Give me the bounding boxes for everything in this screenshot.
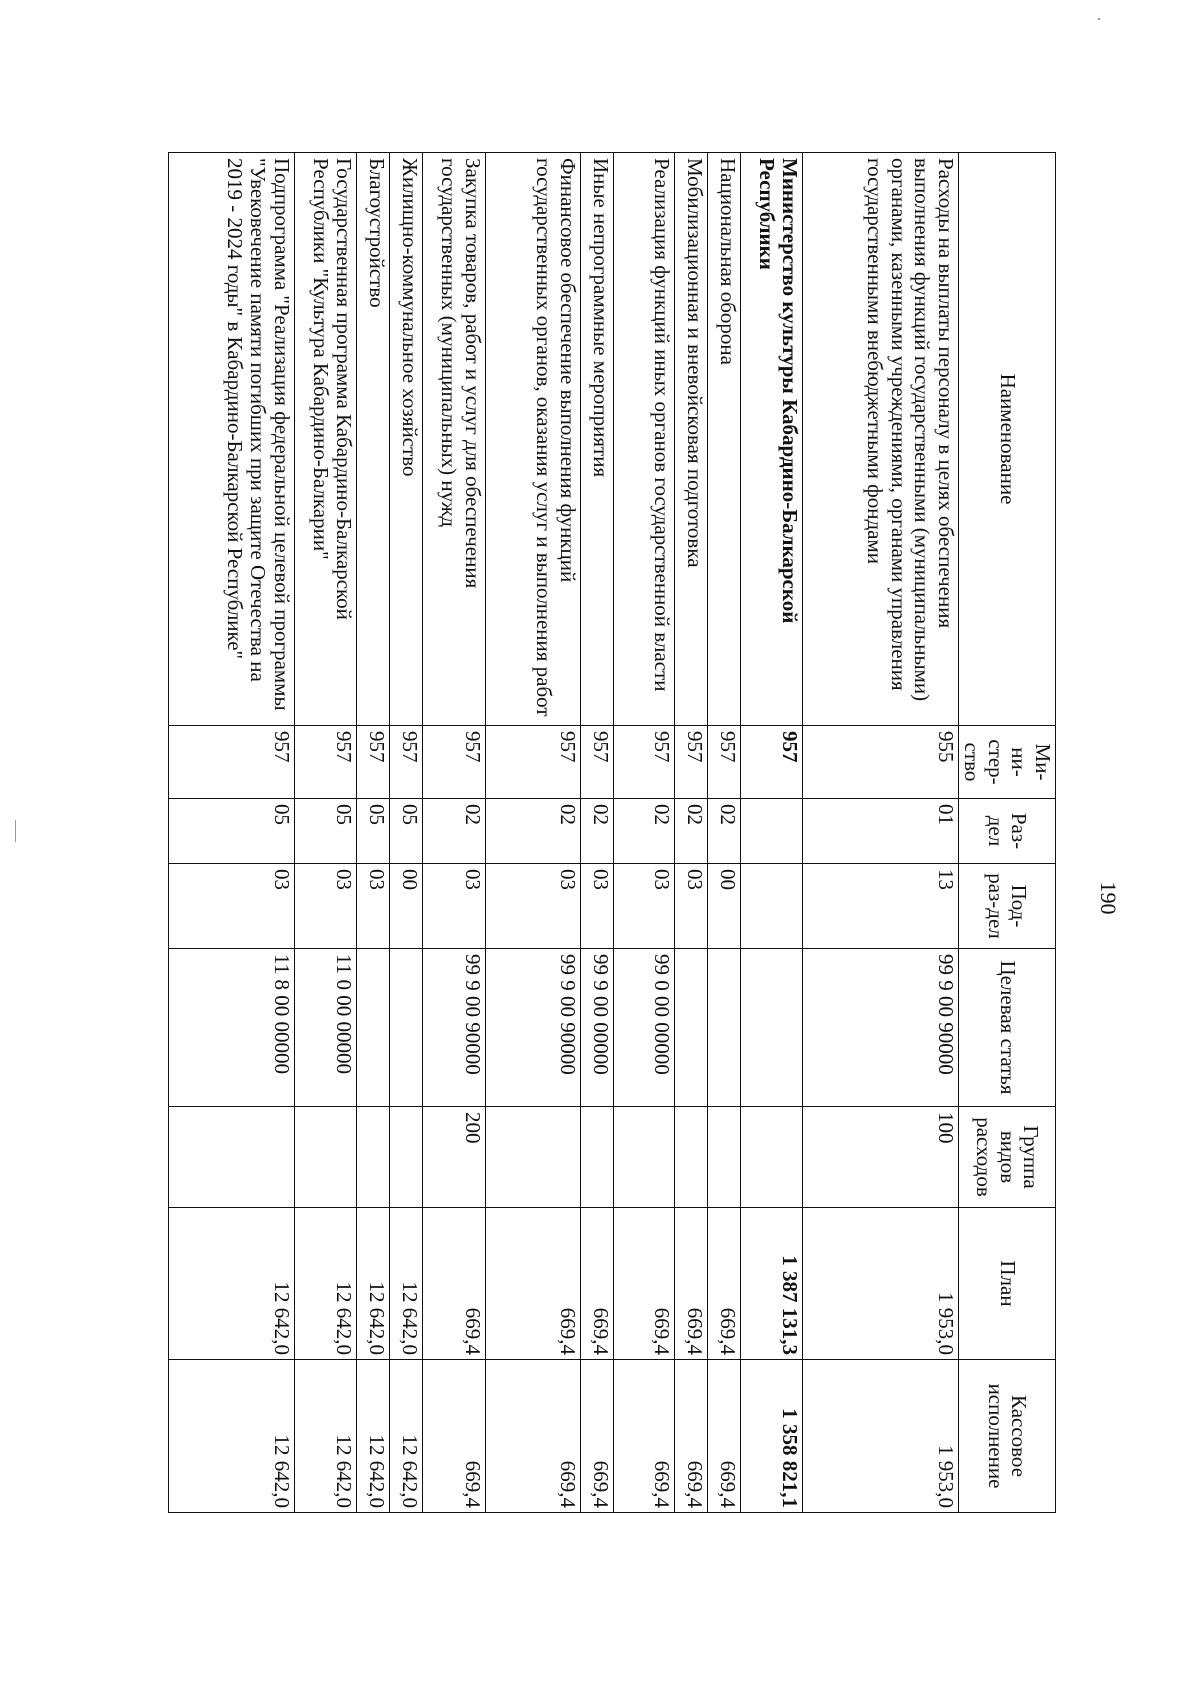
row-name: Расходы на выплаты персоналу в целях обеспечения выполнения функций государственными (муниципальными) органами, казенными учреждениями, органами управления государственными внебюджетными фондами [803,153,959,726]
row-subsection: 13 [803,864,959,949]
row-plan: 12 642,0 [357,1208,390,1360]
table-header-row [958,153,1055,1513]
row-group: 200 [423,1107,485,1208]
row-section: 02 [707,799,740,864]
row-plan: 669,4 [580,1208,613,1360]
table-row [169,153,295,1513]
row-name: Мобилизационная и вневойсковая подготовка [674,153,707,726]
row-target: 11 8 00 00000 [169,949,295,1107]
row-executed: 12 642,0 [390,1360,423,1513]
row-plan: 669,4 [707,1208,740,1360]
table-row [740,153,802,1513]
row-ministry: 957 [674,726,707,799]
row-name: Закупка товаров, работ и услуг для обеспечения государственных (муниципальных) нужд [423,153,485,726]
row-target: 99 9 00 90000 [485,949,580,1107]
row-target: 99 9 00 90000 [423,949,485,1107]
col-header-target: Целевая статья [958,949,1055,1107]
row-name: Реализация функций иных органов государственной власти [613,153,674,726]
table-row [390,153,423,1513]
row-section: 05 [295,799,357,864]
row-ministry: 957 [613,726,674,799]
row-executed: 12 642,0 [295,1360,357,1513]
col-header-executed: Кассовое исполнение [958,1360,1055,1513]
row-subsection: 03 [674,864,707,949]
table-row [357,153,390,1513]
row-plan: 669,4 [613,1208,674,1360]
row-section: 05 [390,799,423,864]
row-name: Государственная программа Кабардино-Балкарской Республики "Культура Кабардино-Балкарии" [295,153,357,726]
row-target: 99 9 00 00000 [580,949,613,1107]
row-target [674,949,707,1107]
row-executed: 669,4 [485,1360,580,1513]
row-plan: 1 387 131,3 [740,1208,802,1360]
row-name: Подпрограмма "Реализация федеральной целевой программы "Увековечение памяти погибших при защите Отечества на 2019 - 2024 годы" в Кабардино-Балкарской Республике" [169,153,295,726]
row-ministry: 957 [295,726,357,799]
table-row [295,153,357,1513]
row-executed: 1 358 821,1 [740,1360,802,1513]
row-name: Иные непрограммные мероприятия [580,153,613,726]
table-body [169,153,959,1513]
col-header-ministry: Ми-ни-стер-ство [958,726,1055,799]
rotated-page [168,152,1056,1512]
row-name: Министерство культуры Кабардино-Балкарской Республики [740,153,802,726]
col-header-section: Раз-дел [958,799,1055,864]
row-executed: 12 642,0 [357,1360,390,1513]
row-executed: 669,4 [707,1360,740,1513]
table-row [707,153,740,1513]
col-header-subsection: Под-раз-дел [958,864,1055,949]
row-section: 02 [580,799,613,864]
row-target: 99 9 00 90000 [803,949,959,1107]
row-subsection: 03 [295,864,357,949]
scan-mark-left [15,820,16,842]
row-group [580,1107,613,1208]
row-ministry: 957 [580,726,613,799]
row-section: 01 [803,799,959,864]
row-section: 05 [169,799,295,864]
row-section: 02 [485,799,580,864]
page-number: 190 [1096,881,1121,915]
row-ministry: 957 [423,726,485,799]
row-plan: 12 642,0 [169,1208,295,1360]
row-executed: 669,4 [580,1360,613,1513]
row-plan: 669,4 [674,1208,707,1360]
expenditure-table [168,152,1056,1513]
row-group [390,1107,423,1208]
row-ministry: 957 [740,726,802,799]
row-plan: 12 642,0 [390,1208,423,1360]
row-section: 02 [613,799,674,864]
col-header-group: Группа видов расходов [958,1107,1055,1208]
row-group [485,1107,580,1208]
col-header-plan: План [958,1208,1055,1360]
row-group [674,1107,707,1208]
row-subsection: 00 [390,864,423,949]
row-ministry: 957 [169,726,295,799]
row-name: Жилищно-коммунальное хозяйство [390,153,423,726]
row-ministry: 957 [485,726,580,799]
row-name: Финансовое обеспечение выполнения функций государственных органов, оказания услуг и выполнения работ [485,153,580,726]
scan-mark-top [1098,18,1100,20]
row-subsection: 03 [485,864,580,949]
col-header-name: Наименование [958,153,1055,726]
row-executed: 669,4 [674,1360,707,1513]
row-ministry: 957 [707,726,740,799]
row-target: 99 0 00 00000 [613,949,674,1107]
row-group [357,1107,390,1208]
row-executed: 669,4 [613,1360,674,1513]
row-subsection: 03 [423,864,485,949]
row-executed: 669,4 [423,1360,485,1513]
row-group: 100 [803,1107,959,1208]
row-executed: 12 642,0 [169,1360,295,1513]
row-group [295,1107,357,1208]
row-subsection: 03 [613,864,674,949]
row-target [357,949,390,1107]
row-subsection: 03 [357,864,390,949]
row-group [740,1107,802,1208]
row-group [169,1107,295,1208]
row-name: Благоустройство [357,153,390,726]
row-section [740,799,802,864]
row-target [390,949,423,1107]
row-target: 11 0 00 00000 [295,949,357,1107]
row-name: Национальная оборона [707,153,740,726]
table-row [674,153,707,1513]
row-plan: 669,4 [485,1208,580,1360]
row-ministry: 957 [390,726,423,799]
row-group [613,1107,674,1208]
table-row [423,153,485,1513]
table-row [613,153,674,1513]
table-row [803,153,959,1513]
row-group [707,1107,740,1208]
row-target [707,949,740,1107]
row-executed: 1 953,0 [803,1360,959,1513]
row-section: 05 [357,799,390,864]
row-ministry: 957 [357,726,390,799]
row-subsection [740,864,802,949]
row-plan: 12 642,0 [295,1208,357,1360]
table-row [485,153,580,1513]
row-subsection: 00 [707,864,740,949]
table-row [580,153,613,1513]
row-subsection: 03 [580,864,613,949]
row-ministry: 955 [803,726,959,799]
row-plan: 1 953,0 [803,1208,959,1360]
row-section: 02 [674,799,707,864]
row-section: 02 [423,799,485,864]
row-plan: 669,4 [423,1208,485,1360]
row-target [740,949,802,1107]
row-subsection: 03 [169,864,295,949]
